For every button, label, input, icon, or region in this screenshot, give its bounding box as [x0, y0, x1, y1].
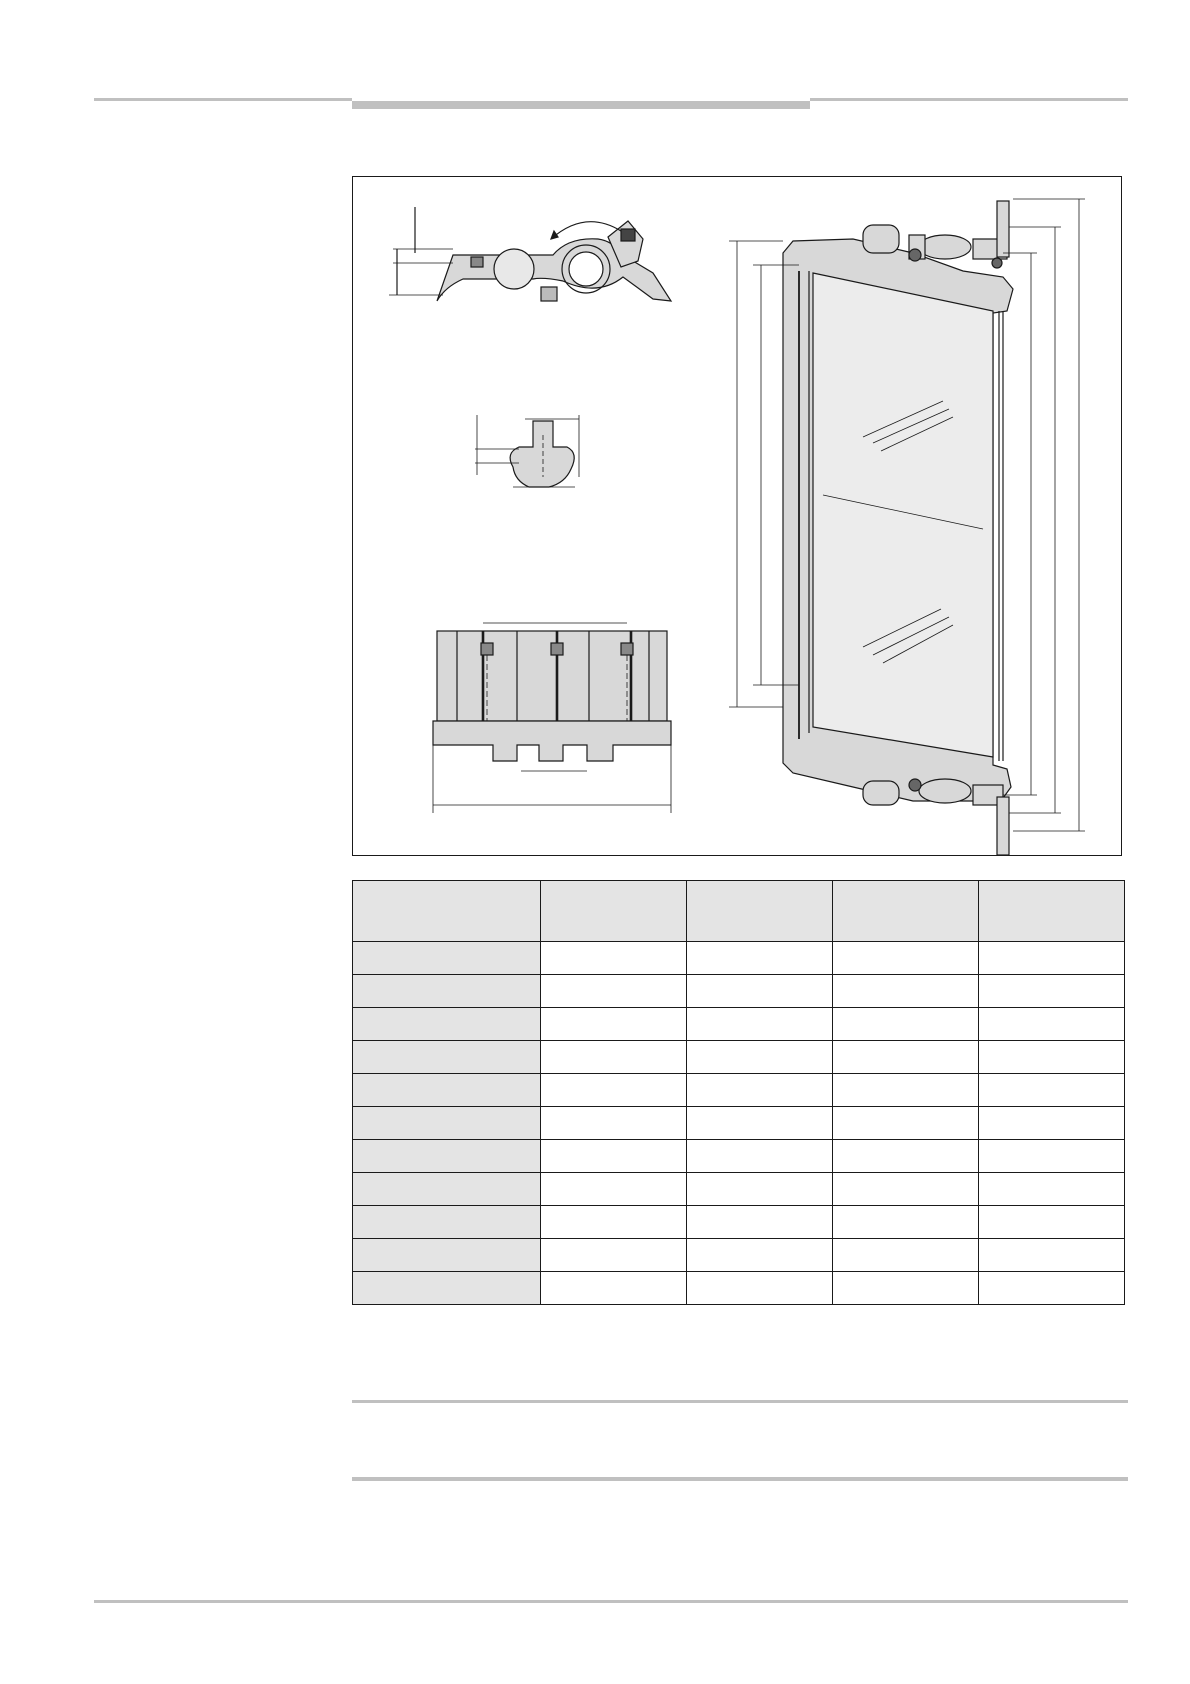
table-header-row — [353, 881, 1125, 942]
device-side-view — [729, 199, 1085, 855]
header-rule-left — [94, 98, 352, 101]
table-cell — [687, 1008, 833, 1041]
table-row-header-cell — [353, 1107, 541, 1140]
table-cell — [979, 1272, 1125, 1305]
table-row — [353, 1239, 1125, 1272]
profile-cross-section — [475, 415, 579, 487]
table-cell — [979, 1206, 1125, 1239]
table-row — [353, 1008, 1125, 1041]
table-cell — [541, 1173, 687, 1206]
table-cell — [979, 942, 1125, 975]
table-cell — [833, 1239, 979, 1272]
table-row — [353, 1107, 1125, 1140]
table-cell — [979, 1074, 1125, 1107]
table-cell — [687, 1272, 833, 1305]
table-row — [353, 942, 1125, 975]
table-row-header-cell — [353, 1041, 541, 1074]
table-cell — [687, 975, 833, 1008]
table-cell — [687, 1239, 833, 1272]
section-rule-1 — [352, 1400, 1128, 1403]
table-cell — [541, 1206, 687, 1239]
table-cell — [541, 975, 687, 1008]
table-cell — [687, 1206, 833, 1239]
table-cell — [687, 1173, 833, 1206]
table-header-cell — [353, 881, 541, 942]
table-cell — [541, 1041, 687, 1074]
table-cell — [687, 1074, 833, 1107]
table-cell — [687, 942, 833, 975]
table-cell — [979, 1173, 1125, 1206]
table-row — [353, 1206, 1125, 1239]
table-cell — [979, 1140, 1125, 1173]
table-cell — [687, 1140, 833, 1173]
table-row-header-cell — [353, 1173, 541, 1206]
header-rule-tab — [352, 101, 810, 109]
footer-rule — [94, 1600, 1128, 1603]
table-row — [353, 1173, 1125, 1206]
bracket-front-view — [433, 623, 671, 813]
table-cell — [833, 942, 979, 975]
table-header-cell — [833, 881, 979, 942]
table-cell — [833, 1206, 979, 1239]
table-cell — [541, 1239, 687, 1272]
section-rule-2 — [352, 1477, 1128, 1481]
table-cell — [541, 1140, 687, 1173]
table-cell — [541, 942, 687, 975]
table-row-header-cell — [353, 1008, 541, 1041]
table-row — [353, 1140, 1125, 1173]
table-cell — [833, 1008, 979, 1041]
table-cell — [833, 1107, 979, 1140]
table-header-cell — [687, 881, 833, 942]
table-cell — [979, 1239, 1125, 1272]
table-row-header-cell — [353, 1206, 541, 1239]
header-rule-right — [810, 98, 1128, 101]
dimension-drawing-svg — [353, 177, 1121, 855]
table-row-header-cell — [353, 1272, 541, 1305]
table-cell — [833, 1173, 979, 1206]
table-cell — [541, 1107, 687, 1140]
table-row-header-cell — [353, 975, 541, 1008]
table-row-header-cell — [353, 1074, 541, 1107]
table-cell — [687, 1041, 833, 1074]
table-cell — [833, 1074, 979, 1107]
table-cell — [541, 1272, 687, 1305]
table-cell — [833, 1272, 979, 1305]
table-row-header-cell — [353, 942, 541, 975]
table-row — [353, 1041, 1125, 1074]
table-header-cell — [541, 881, 687, 942]
table-row — [353, 1074, 1125, 1107]
table-cell — [833, 975, 979, 1008]
table-row-header-cell — [353, 1239, 541, 1272]
table-cell — [979, 1008, 1125, 1041]
bracket-top-view — [389, 207, 671, 301]
table-row — [353, 1272, 1125, 1305]
table-cell — [979, 1107, 1125, 1140]
table-cell — [833, 1041, 979, 1074]
table-row-header-cell — [353, 1140, 541, 1173]
table-cell — [979, 1041, 1125, 1074]
table-row — [353, 975, 1125, 1008]
table-cell — [541, 1074, 687, 1107]
table-cell — [687, 1107, 833, 1140]
table-cell — [541, 1008, 687, 1041]
dimension-drawing-figure — [352, 176, 1122, 856]
table-cell — [979, 975, 1125, 1008]
table-header-cell — [979, 881, 1125, 942]
dimension-table — [352, 880, 1125, 1305]
table-cell — [833, 1140, 979, 1173]
